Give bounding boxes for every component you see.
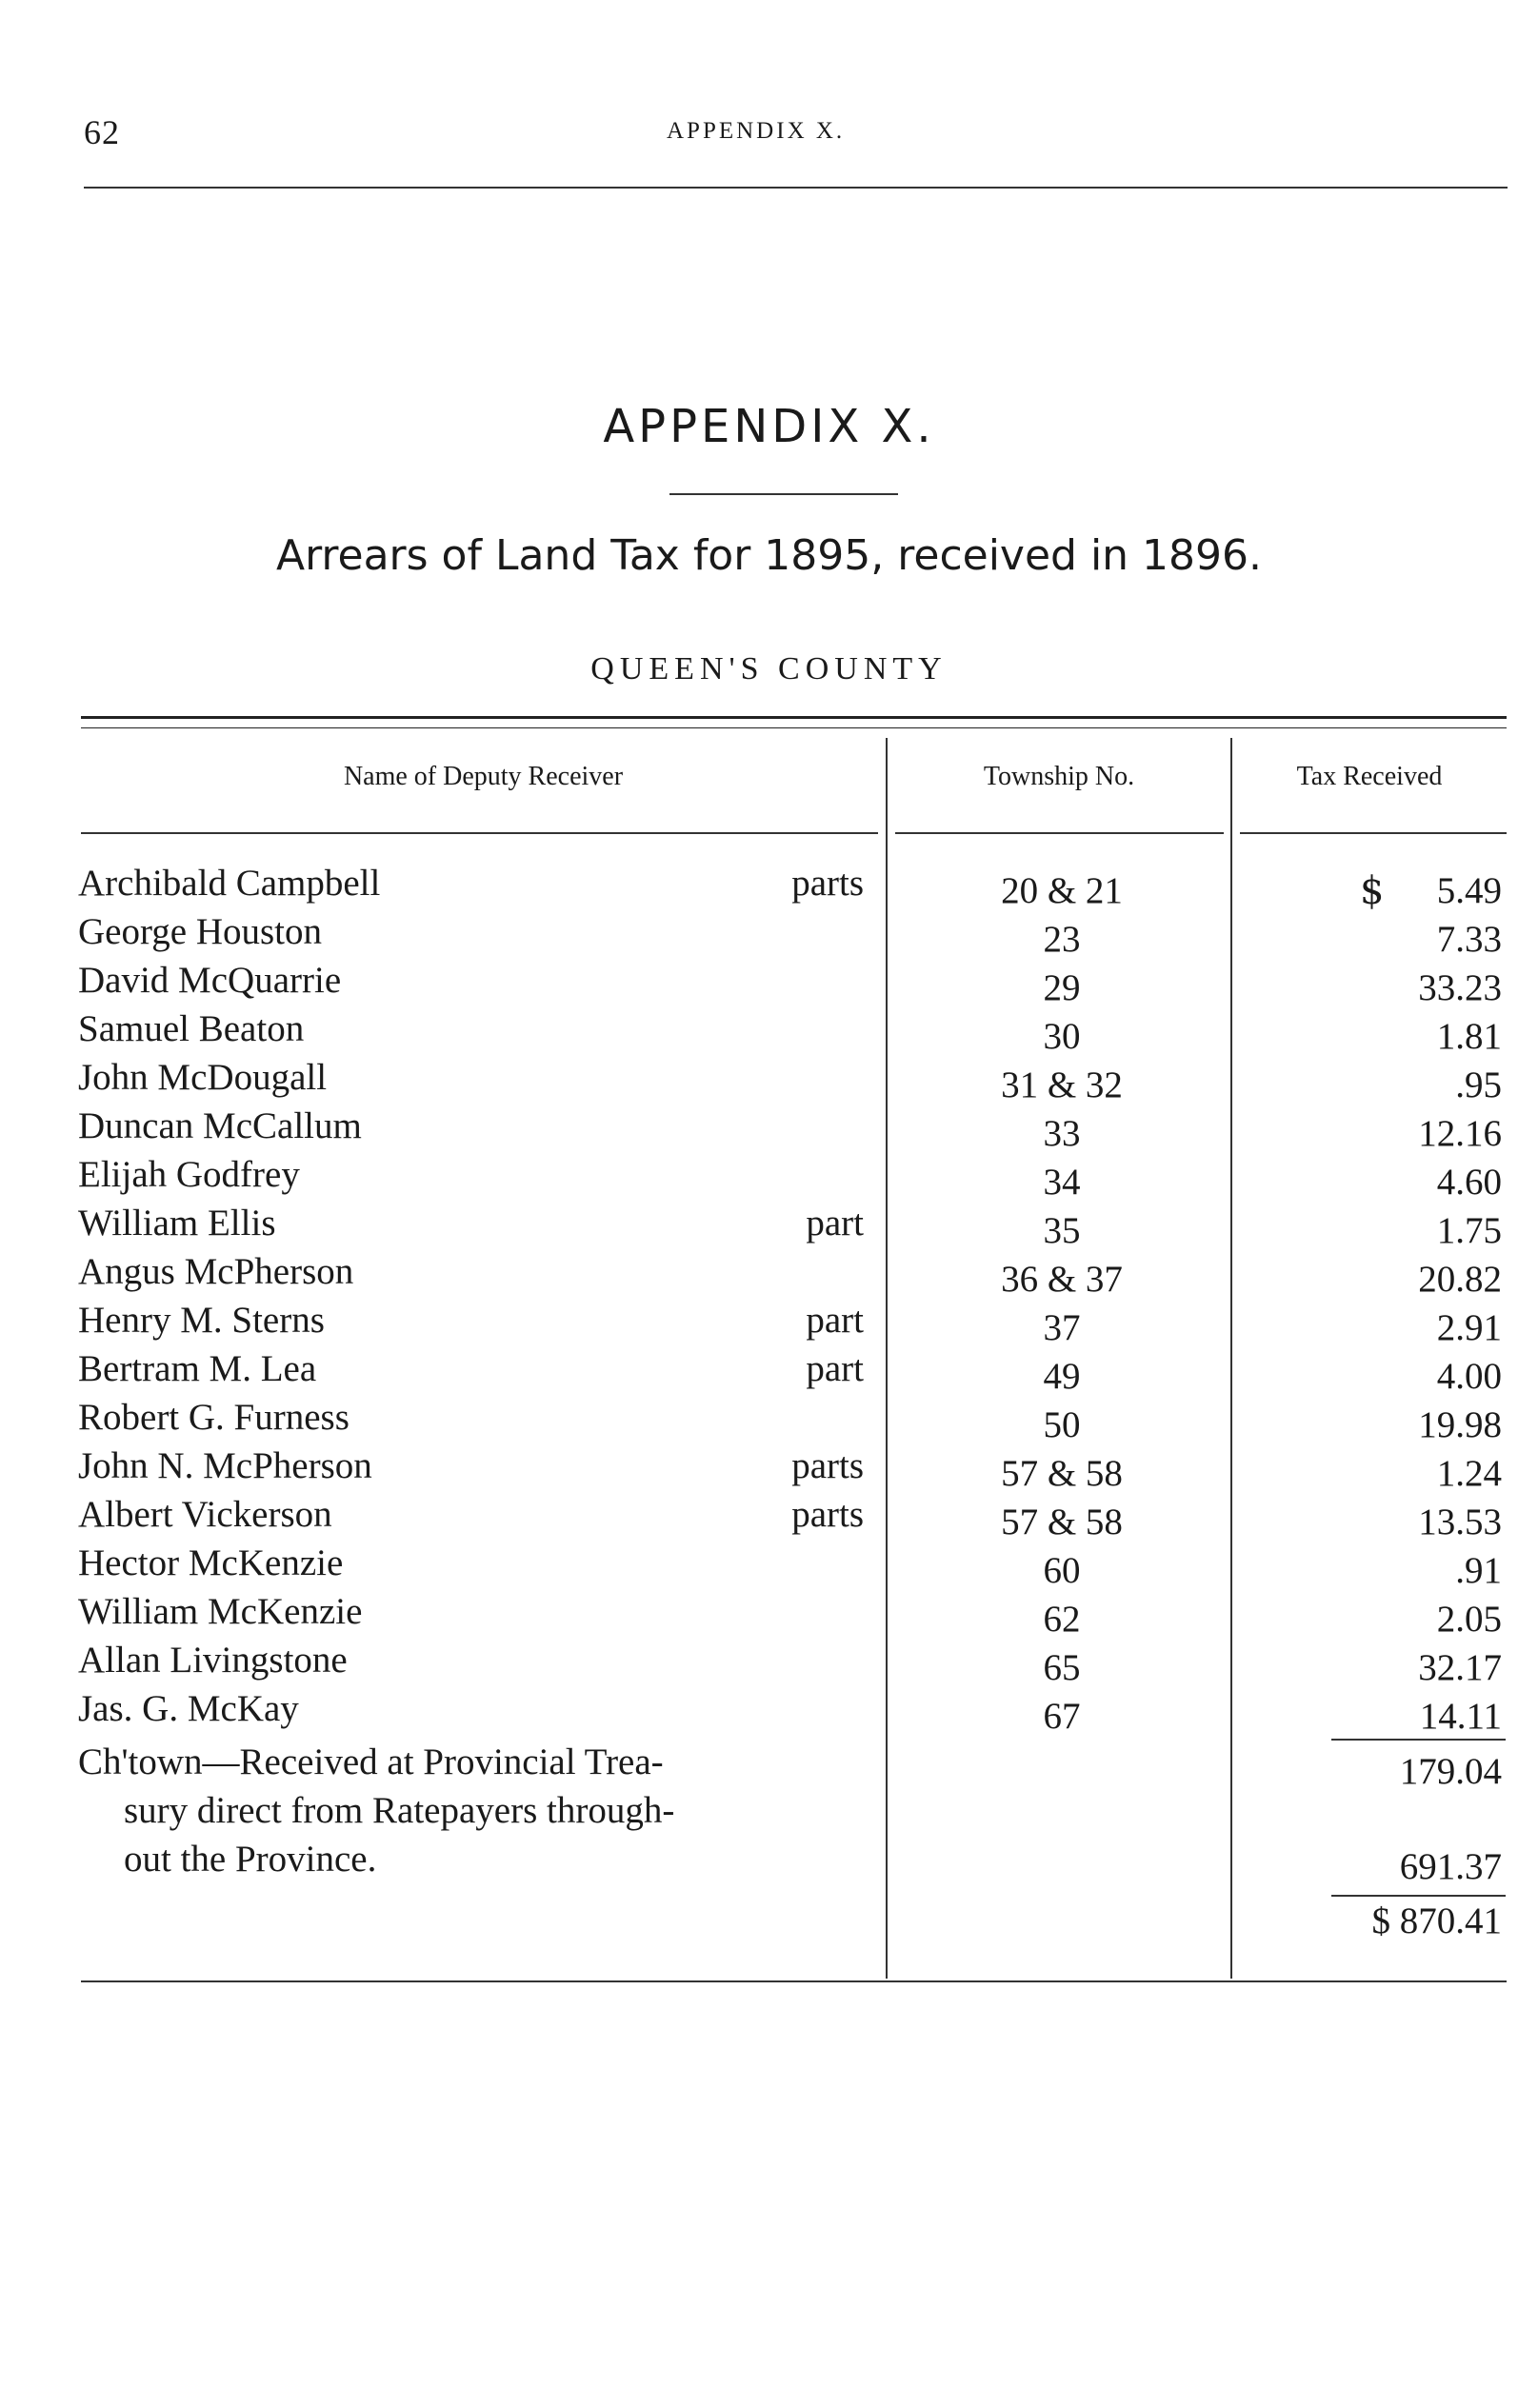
header-rule [84, 187, 1508, 189]
receiver-name: Jas. G. McKay [78, 1688, 299, 1729]
table-row [0, 1104, 1538, 1153]
tax-received: 20.82 [1418, 1259, 1502, 1300]
table-row [0, 1493, 1538, 1542]
receiver-name: William Ellis [78, 1203, 276, 1244]
chtown-line: out the Province. [124, 1839, 377, 1880]
receiver-name: Duncan McCallum [78, 1105, 362, 1146]
receiver-name: Hector McKenzie [78, 1542, 344, 1583]
chtown-amount: 691.37 [1399, 1846, 1502, 1887]
column-header-tax: Tax Received [1296, 762, 1443, 791]
subtotal-rule [1331, 1739, 1506, 1741]
running-head: APPENDIX X. [667, 118, 846, 144]
parts-note: part [806, 1348, 864, 1389]
chtown-line: Ch'town—Received at Provincial Trea- [78, 1741, 664, 1782]
column-header-name: Name of Deputy Receiver [343, 762, 624, 791]
tax-received: 5.49 [1436, 870, 1502, 911]
table-row [0, 1299, 1538, 1347]
tax-received: 1.81 [1436, 1016, 1502, 1057]
table-row [0, 1590, 1538, 1639]
tax-received: 13.53 [1418, 1502, 1502, 1542]
receiver-name: Archibald Campbell [78, 863, 381, 904]
receiver-name: Henry M. Sterns [78, 1300, 325, 1341]
tax-received: 1.75 [1436, 1210, 1502, 1251]
total-rule [1331, 1895, 1506, 1897]
receiver-name: David McQuarrie [78, 960, 342, 1001]
tax-received: 2.05 [1436, 1599, 1502, 1640]
header-underline [895, 832, 1224, 834]
tax-received: 2.91 [1436, 1307, 1502, 1348]
township-number: 62 [1043, 1599, 1081, 1640]
table-row [0, 1007, 1538, 1056]
chtown-line: sury direct from Ratepayers through- [124, 1790, 675, 1831]
tax-received: 1.24 [1436, 1453, 1502, 1494]
table-row [0, 1202, 1538, 1250]
dollar-sign: $ [1360, 869, 1385, 913]
table-row [0, 1250, 1538, 1299]
township-number: 67 [1043, 1696, 1081, 1737]
township-number: 20 & 21 [1001, 870, 1123, 911]
parts-note: part [806, 1203, 864, 1244]
township-number: 34 [1043, 1162, 1081, 1203]
township-number: 65 [1043, 1647, 1081, 1688]
table-top-rule-thin [81, 727, 1507, 728]
tax-received: 14.11 [1419, 1696, 1502, 1737]
township-number: 37 [1043, 1307, 1081, 1348]
tax-received: 7.33 [1436, 919, 1502, 960]
county-heading: QUEEN'S COUNTY [590, 651, 948, 687]
receiver-name: Allan Livingstone [78, 1640, 348, 1681]
receiver-name: Angus McPherson [78, 1251, 354, 1292]
township-number: 29 [1043, 967, 1081, 1008]
grand-total: $ 870.41 [1371, 1901, 1502, 1941]
table-bottom-rule [81, 1980, 1507, 1982]
table-row [0, 1347, 1538, 1396]
parts-note: parts [791, 1494, 864, 1535]
tax-received: 19.98 [1418, 1404, 1502, 1445]
receiver-name: Robert G. Furness [78, 1397, 350, 1438]
table-row [0, 1153, 1538, 1202]
receiver-name: Samuel Beaton [78, 1008, 305, 1049]
tax-received: 4.00 [1436, 1356, 1502, 1397]
receiver-name: Albert Vickerson [78, 1494, 332, 1535]
receiver-name: Elijah Godfrey [78, 1154, 300, 1195]
receiver-name: Bertram M. Lea [78, 1348, 317, 1389]
township-number: 60 [1043, 1550, 1081, 1591]
township-number: 31 & 32 [1001, 1065, 1123, 1105]
table-row [0, 1542, 1538, 1590]
receiver-name: John N. McPherson [78, 1445, 372, 1486]
table-row [0, 1444, 1538, 1493]
table-top-rule-thick [81, 716, 1507, 719]
parts-note: parts [791, 1445, 864, 1486]
table-row [0, 910, 1538, 959]
table-row [0, 1056, 1538, 1104]
township-number: 23 [1043, 919, 1081, 960]
township-number: 35 [1043, 1210, 1081, 1251]
township-number: 49 [1043, 1356, 1081, 1397]
tax-received: .91 [1455, 1550, 1502, 1591]
chtown-entry [78, 1738, 674, 1883]
township-number: 57 & 58 [1001, 1453, 1123, 1494]
table-row [0, 1639, 1538, 1687]
subtitle: Arrears of Land Tax for 1895, received in 1896. [275, 531, 1263, 580]
township-number: 36 & 37 [1001, 1259, 1123, 1300]
township-number: 50 [1043, 1404, 1081, 1445]
page-number: 62 [84, 113, 120, 151]
parts-note: part [806, 1300, 864, 1341]
parts-note: parts [791, 863, 864, 904]
header-underline [81, 832, 878, 834]
title-rule [669, 493, 898, 495]
column-header-township: Township No. [983, 762, 1135, 791]
tax-received: 33.23 [1418, 967, 1502, 1008]
table-row [0, 1396, 1538, 1444]
township-number: 30 [1043, 1016, 1081, 1057]
tax-received: 32.17 [1418, 1647, 1502, 1688]
tax-received: .95 [1455, 1065, 1502, 1105]
receiver-name: George Houston [78, 911, 322, 952]
receiver-name: John McDougall [78, 1057, 328, 1098]
subtotal-amount: 179.04 [1399, 1751, 1502, 1792]
table-row [0, 862, 1538, 910]
table-row [0, 959, 1538, 1007]
page-title: APPENDIX X. [603, 400, 935, 453]
tax-received: 12.16 [1418, 1113, 1502, 1154]
tax-received: 4.60 [1436, 1162, 1502, 1203]
table-row [0, 1687, 1538, 1736]
township-number: 33 [1043, 1113, 1081, 1154]
header-underline [1240, 832, 1507, 834]
township-number: 57 & 58 [1001, 1502, 1123, 1542]
receiver-name: William McKenzie [78, 1591, 363, 1632]
